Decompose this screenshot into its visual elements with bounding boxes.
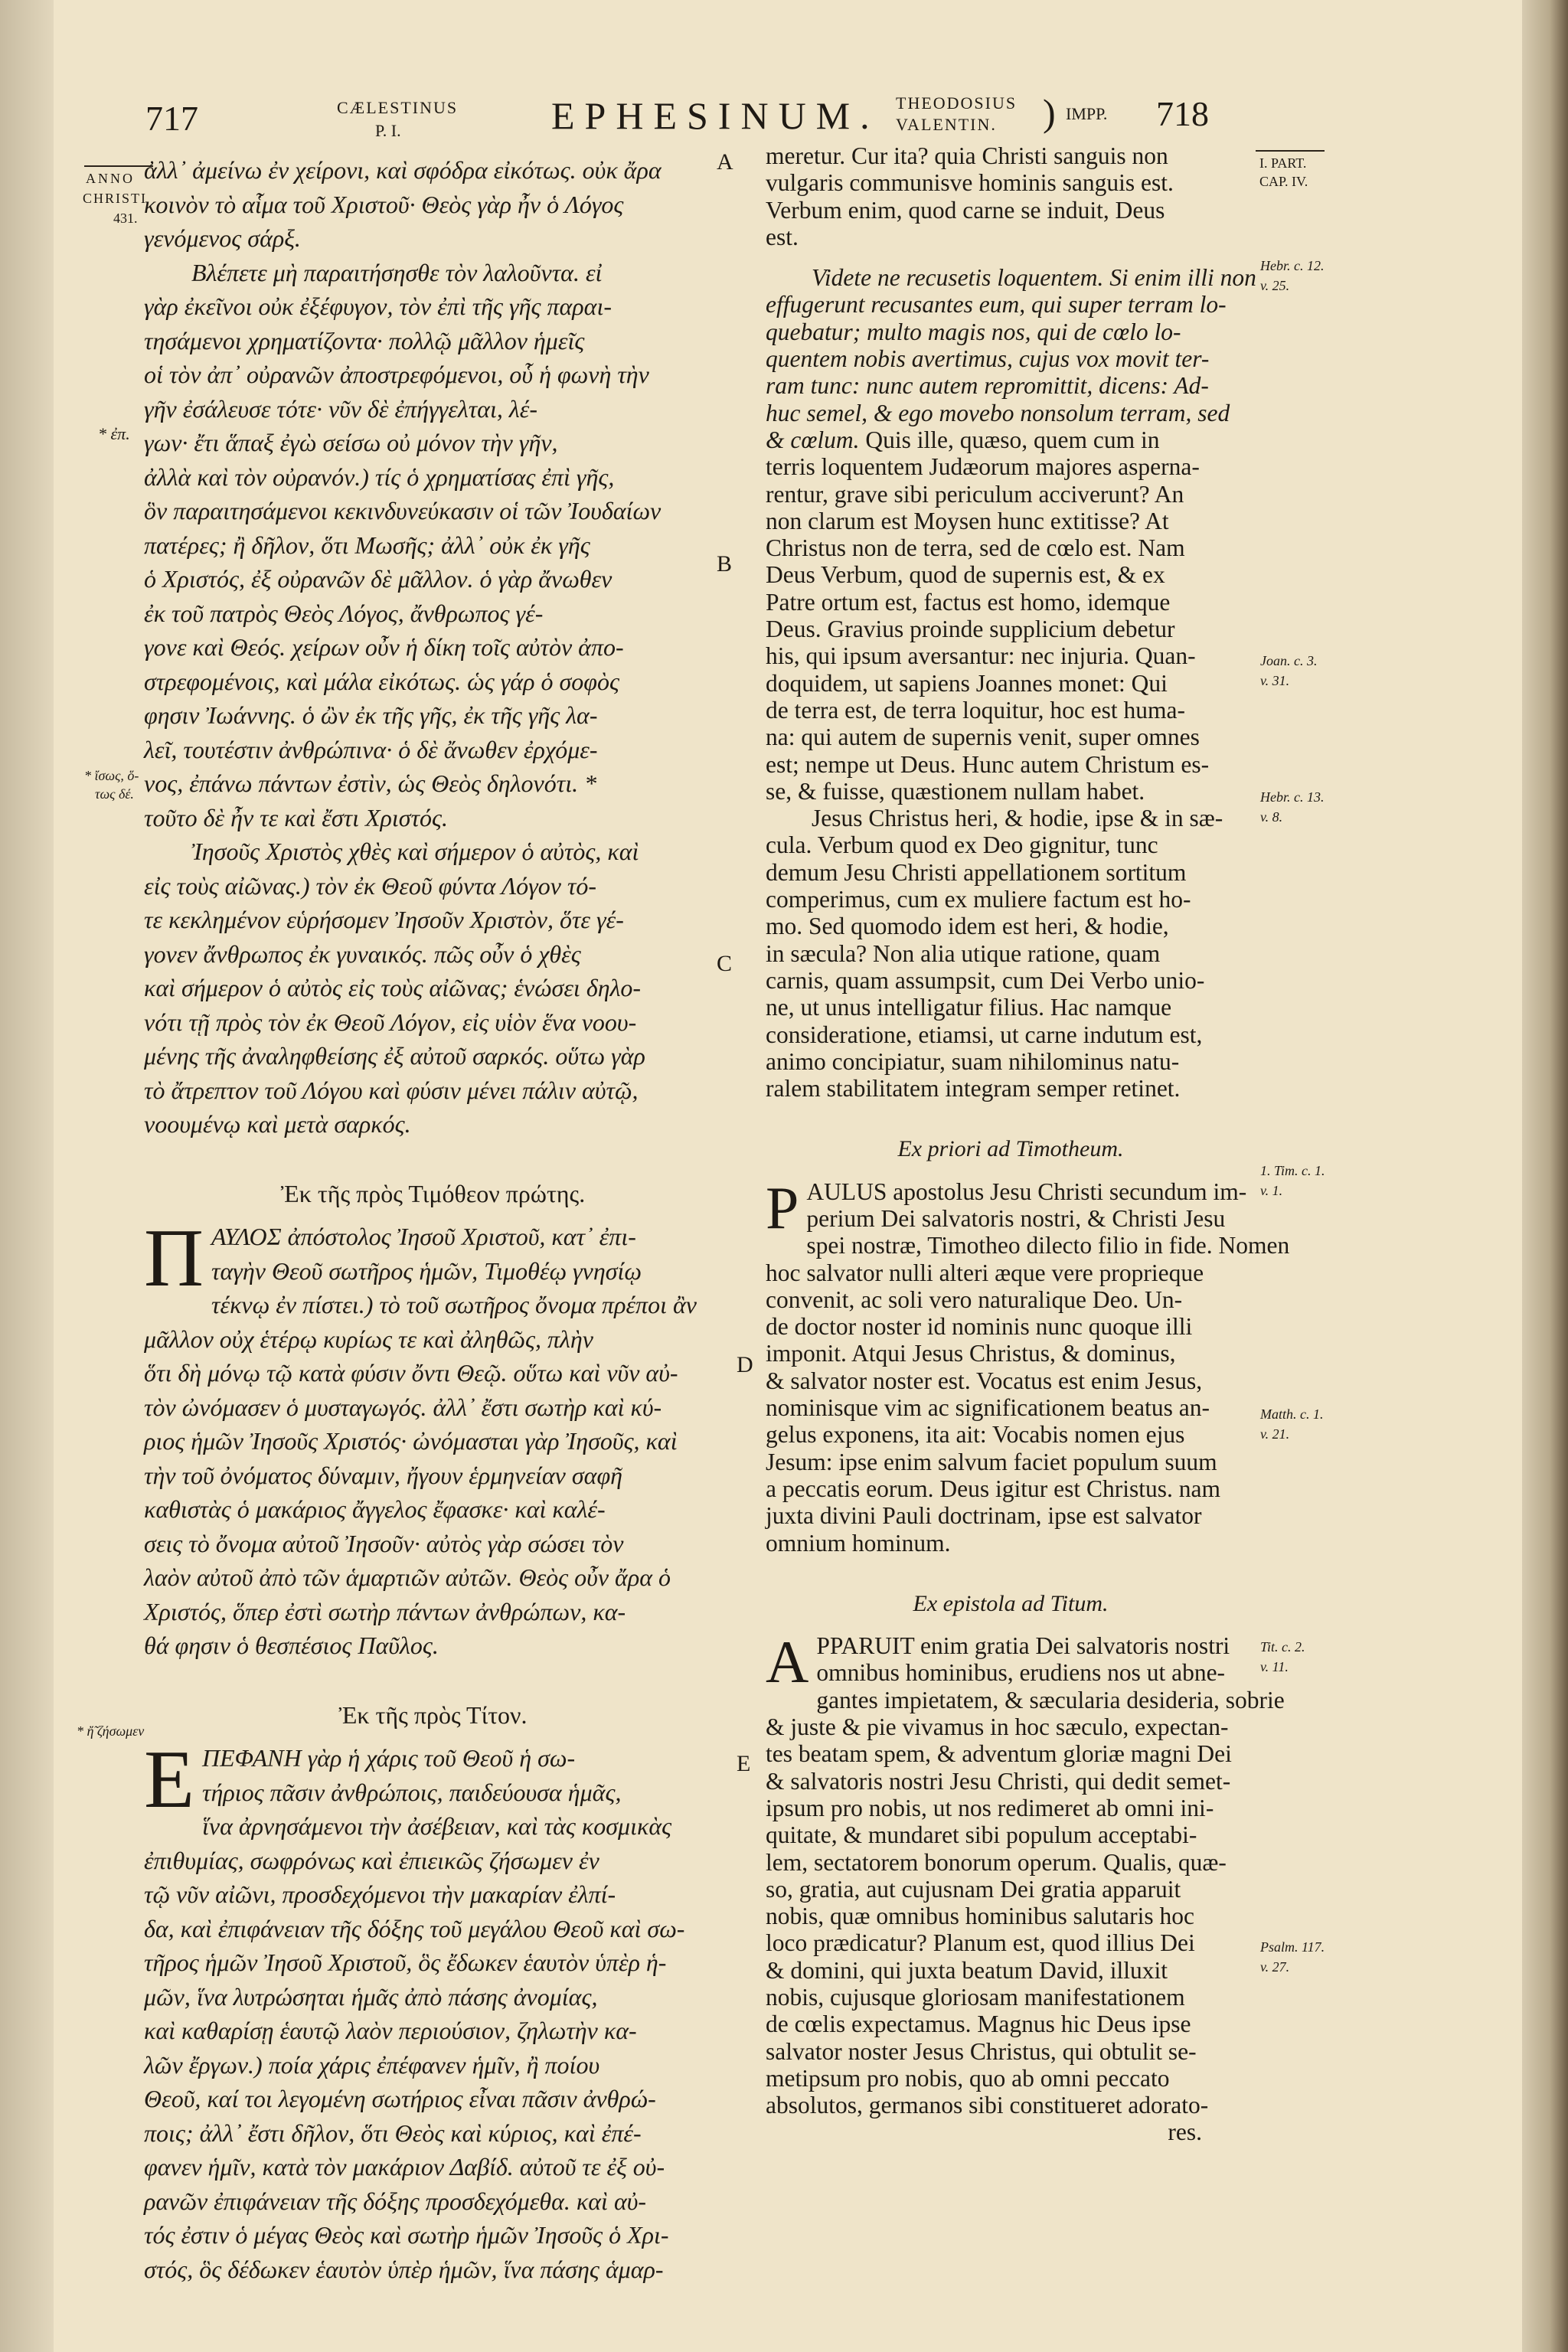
greek-block-5: Ε ΠΕΦΑΝΗ γὰρ ἡ χάρις τοῦ Θεοῦ ἡ σω- τήριος πᾶσιν ἀνθρώποις, παιδεύουσα ἡμᾶς, ἵνα ἀρνησάμενοι τὴν ἀσέβειαν, καὶ τὰς κοσμικὰς ἐπιθυμίας, σωφρόνως καὶ ἐπιεικῶς ζήσωμεν ἐν τῷ νῦν αἰῶνι, προσδεχόμενοι τὴν μακαρίαν ἐλπί- δα, καὶ ἐπιφάνειαν τῆς δόξης τοῦ μεγάλου Θεοῦ καὶ σω- τῆρος ἡμῶν Ἰησοῦ Χριστοῦ, ὃς ἔδωκεν ἑαυτὸν ὑπὲρ ἡ- μῶν, ἵνα λυτρώσηται ἡμᾶς ἀπὸ πάσης ἀνομίας, καὶ καθαρίσῃ ἑαυτῷ λαὸν περιούσιον, ζηλωτὴν κα- λῶν ἔργων.) ποία χάρις ἐπέφανεν ἡμῖν, ἢ ποίου Θεοῦ, καί τοι λεγομένη σωτήριος εἶναι πᾶσιν ἀνθρώ- ποις; ἀλλ᾽ ἔστι δῆλον, ὅτι Θεὸς καὶ κύριος, καὶ ἐπέ- φανεν ἡμῖν, κατὰ τὸν μακάριον Δαβίδ. αὐτοῦ τε ἐξ οὐ- ρανῶν ἐπιφάνειαν τῆς δόξης προσδεχόμεθα. καὶ αὐ- τός ἐστιν ὁ μέγας Θεὸς καὶ σωτὴρ ἡμῶν Ἰησοῦς ὁ Χρι- στός, ὃς δέδωκεν ἑαυτὸν ὑπὲρ ἡμῶν, ἵνα πάσης ἁμαρ-: [144, 1734, 685, 2283]
part-label: I. PART.: [1259, 155, 1307, 171]
emperor-brace: ): [1043, 91, 1056, 134]
latin-dropcap-a: A: [766, 1628, 809, 1696]
left-page-number: 717: [145, 99, 198, 138]
greek-dropcap-epsilon: Ε: [144, 1734, 194, 1825]
part-rule: [1256, 150, 1325, 152]
pope-name: CÆLESTINUS: [337, 98, 459, 117]
latin-heading-timothy: Ex priori ad Timotheum.: [897, 1136, 1124, 1162]
ref-tit-2-verse: v. 11.: [1260, 1659, 1289, 1674]
greek-block-3: Ἰησοῦς Χριστὸς χθὲς καὶ σήμερον ὁ αὐτὸς, καὶ εἰς τοὺς αἰῶνας.) τὸν ἐκ Θεοῦ φύντα Λόγον τό- τε κεκλημένον εὑρήσομεν Ἰησοῦν Χριστὸν, ὅτε γέ- γονεν ἄνθρωπος ἐκ γυναικός. πῶς οὖν ὁ χθὲς καὶ σήμερον ὁ αὐτὸς εἰς τοὺς αἰῶνας; ἑνώσει δηλο- νότι τῇ πρὸς τὸν ἐκ Θεοῦ Λόγον, εἰς υἱὸν ἕνα νοου- μένης τῆς ἀναληφθείσης ἐξ αὐτοῦ σαρκός. οὕτω γὰρ τὸ ἄτρεπτον τοῦ Λόγου καὶ φύσιν μένει πάλιν αὐτῷ, νοουμένῳ καὶ μετὰ σαρκός.: [144, 838, 645, 1138]
right-page-number: 718: [1156, 94, 1209, 133]
ref-tim-1-verse: v. 1.: [1260, 1183, 1283, 1198]
pope-number: P. I.: [375, 121, 401, 140]
running-title: EPHESINUM.: [551, 94, 880, 137]
latin-block-3: Jesus Christus heri, & hodie, ipse & in sæ- cula. Verbum quod ex Deo gignitur, tunc demum Jesu Christi appellationem sortitum comperimus, cum ex muliere factum est ho- mo. Sed quomodo idem est heri, & hodie, in sæcula? Non alia utique ratione, quam carnis, quam assumpsit, cum Dei Verbo unio- ne, ut unus intelligatur filius. Hac namque consideratione, etiamsi, ut carne indutum est, animo concipiatur, suam nihilominus natu- ralem stabilitatem integram semper retinet.: [766, 805, 1223, 1102]
section-letter-b: B: [717, 551, 733, 577]
book-page: [54, 0, 1568, 2352]
latin-dropcap-p: P: [766, 1174, 799, 1241]
anno-christi: CHRISTI: [83, 191, 148, 206]
anno-year: 431.: [113, 211, 138, 226]
greek-heading-titus: Ἐκ τῆς πρὸς Τίτον.: [338, 1700, 528, 1729]
greek-margin-note-4: * ἤ̃ ζήσωμεν: [77, 1723, 145, 1739]
ref-hebr-13-verse: v. 8.: [1260, 809, 1283, 825]
section-letter-e: E: [737, 1751, 751, 1776]
emperor-name-1: THEODOSIUS: [896, 93, 1018, 113]
latin-block-1: meretur. Cur ita? quia Christi sanguis non vulgaris communisve hominis sanguis est. Verbum enim, quod carne se induit, Deus est.: [766, 142, 1174, 250]
greek-margin-note-1: * ἐπ.: [98, 424, 130, 443]
chapter-label: CAP. IV.: [1259, 174, 1308, 189]
anno-rule: [84, 165, 153, 167]
book-binding: [1522, 0, 1568, 2352]
greek-block-2: Βλέπετε μὴ παραιτήσησθε τὸν λαλοῦντα. εἰ γὰρ ἐκεῖνοι οὐκ ἐξέφυγον, τὸν ἐπὶ τῆς γῆς παραι- τησάμενοι χρηματίζοντα· πολλῷ μᾶλλον ἡμεῖς οἱ τὸν ἀπ᾽ οὐρανῶν ἀποστρεφόμενοι, οὗ ἡ φωνὴ τὴν γῆν ἐσάλευσε τότε· νῦν δὲ ἐπήγγελται, λέ- γων· ἔτι ἅπαξ ἐγὼ σείσω οὐ μόνον τὴν γῆν, ἀλλὰ καὶ τὸν οὐρανόν.) τίς ὁ χρηματίσας ἐπὶ γῆς, ὃν παραιτησάμενοι κεκινδυνεύκασιν οἱ τῶν Ἰουδαίων πατέρες; ἢ δῆλον, ὅτι Μωσῆς; ἀλλ᾽ οὐκ ἐκ γῆς ὁ Χριστός, ἐξ οὐρανῶν δὲ μᾶλλον. ὁ γὰρ ἄνωθεν ἐκ τοῦ πατρὸς Θεὸς Λόγος, ἄνθρωπος γέ- γονε καὶ Θεός. χείρων οὖν ἡ δίκη τοῖς αὐτὸν ἀπο- στρεφομένοις, καὶ μάλα εἰκότως. ὡς γάρ ὁ σοφὸς φησιν Ἰωάννης. ὁ ὢν ἐκ τῆς γῆς, ἐκ τῆς γῆς λα- λεῖ, τουτέστιν ἀνθρώπινα· ὁ δὲ ἄνωθεν ἐρχόμε- νος, ἐπάνω πάντων ἐστὶν, ὡς Θεὸς δηλονότι. * τοῦτο δὲ ἦν τε καὶ ἔστι Χριστός.: [144, 258, 662, 831]
greek-block-1: ἀλλ᾽ ἀμείνω ἐν χείρονι, καὶ σφόδρα εἰκότως. οὐκ ἄρα κοινὸν τὸ αἷμα τοῦ Χριστοῦ· Θεὸς γὰρ ἦν ὁ Λόγος γενόμενος σάρξ.: [144, 156, 662, 252]
latin-block-4: P AULUS apostolus Jesu Christi secundum im- perium Dei salvatoris nostri, & Christi Jesu spei nostræ, Timotheo dilecto filio in fide. Nomen hoc salvator nulli alteri æque vere proprieque convenit, ac soli vero naturalique Deo. Un- de doctor noster id nominis nunc quoque illi imponit. Atqui Jesus Christus, & dominus, & salvator noster est. Vocatus est enim Jesus, nominisque vim ac significationem beatus an- gelus exponens, ita ait: Vocabis nomen ejus Jesum: ipse enim salvum faciet populum suum a peccatis eorum. Deus igitur est Christus. nam juxta divini Pauli doctrinam, ipse est salvator omnium hominum.: [766, 1174, 1290, 1557]
greek-margin-note-3: τως δέ.: [95, 786, 134, 802]
section-letter-c: C: [717, 951, 733, 976]
ref-matth-1-verse: v. 21.: [1260, 1426, 1290, 1442]
ref-hebr-13: Hebr. c. 13.: [1260, 789, 1325, 805]
greek-dropcap-pi: Π: [144, 1213, 204, 1304]
latin-block-5: A PPARUIT enim gratia Dei salvatoris nostri omnibus hominibus, erudiens nos ut abne- gantes impietatem, & sæcularia desideria, sobrie & juste & pie vivamus in hoc sæculo, expectan- tes beatam spem, & adventum gloriæ magni Dei & salvatoris nostri Jesu Christi, qui dedit semet- ipsum pro nobis, ut nos redimeret ab omni ini- quitate, & mundaret sibi populum acceptabi- lem, sectatorem bonorum operum. Qualis, quæ- so, gratia, aut cujusnam Dei gratia apparuit nobis, quæ omnibus hominibus salutaris hoc loco prædicatur? Planum est, quod illius Dei & domini, qui juxta beatum David, illuxit nobis, cujusque gloriosam manifestationem de cœlis expectamus. Magnus hic Deus ipse salvator noster Jesus Christus, qui obtulit se- metipsum pro nobis, quo ab omni peccato absolutos, germanos sibi constitueret adorato- res.: [766, 1628, 1285, 2146]
ref-matth-1: Matth. c. 1.: [1260, 1406, 1324, 1422]
latin-heading-titus: Ex epistola ad Titum.: [913, 1590, 1109, 1616]
emperor-name-2: VALENTIN.: [896, 115, 997, 134]
anno-label: ANNO: [86, 171, 135, 186]
section-letter-d: D: [737, 1352, 753, 1377]
latin-block-2: Videte ne recusetis loquentem. Si enim illi non effugerunt recusantes eum, qui super terram lo- quebatur; multo magis nos, qui de cœlo lo- quentem nobis avertimus, cujus vox movit ter- ram tunc: nunc autem repromittit, dicens: Ad- huc semel, & ego movebo nonsolum terram, sed & cœlum. Quis ille, quæso, quem cum in terris loquentem Judæorum majores asperna- rentur, grave sibi periculum acciverunt? An non clarum est Moysen hunc extitisse? At Christus non de terra, sed de cœlo est. Nam Deus Verbum, quod de supernis est, & ex Patre ortum est, factus est homo, idemque Deus. Gravius proinde supplicium debetur his, qui ipsum aversantur: nec injuria. Quan- doquidem, ut sapiens Joannes monet: Qui de terra est, de terra loquitur, hoc est huma- na: qui autem de supernis venit, super omnes est; nempe ut Deus. Hunc autem Christum es- se, & fuisse, quæstionem nullam habet.: [766, 264, 1256, 805]
ref-psalm-117: Psalm. 117.: [1260, 1939, 1325, 1955]
greek-margin-note-2: * ἴσως, ὅ-: [84, 768, 139, 783]
emperor-title: IMPP.: [1066, 104, 1108, 123]
book-edge: [0, 0, 54, 2352]
ref-joan-3-verse: v. 31.: [1260, 673, 1290, 688]
ref-psalm-117-verse: v. 27.: [1260, 1959, 1290, 1975]
ref-hebr-12-verse: v. 25.: [1260, 278, 1290, 293]
greek-block-4: Π ΑΥΛΟΣ ἀπόστολος Ἰησοῦ Χριστοῦ, κατ᾽ ἐπι- ταγὴν Θεοῦ σωτῆρος ἡμῶν, Τιμοθέῳ γνησίῳ τέκνῳ ἐν πίστει.) τὸ τοῦ σωτῆρος ὄνομα πρέποι ἂν μᾶλλον οὐχ ἑτέρῳ κυρίως τε καὶ ἀληθῶς, πλὴν ὅτι δὴ μόνῳ τῷ κατὰ φύσιν ὄντι Θεῷ. οὕτω καὶ νῦν αὐ- τὸν ὠνόμασεν ὁ μυσταγωγός. ἀλλ᾽ ἔστι σωτὴρ καὶ κύ- ριος ἡμῶν Ἰησοῦς Χριστός· ὠνόμασται γὰρ Ἰησοῦς, καὶ τὴν τοῦ ὀνόματος δύναμιν, ἤγουν ἑρμηνείαν σαφῆ καθιστὰς ὁ μακάριος ἄγγελος ἔφασκε· καὶ καλέ- σεις τὸ ὄνομα αὐτοῦ Ἰησοῦν· αὐτὸς γὰρ σώσει τὸν λαὸν αὐτοῦ ἀπὸ τῶν ἁμαρτιῶν αὐτῶν. Θεὸς οὖν ἄρα ὁ Χριστός, ὅπερ ἐστὶ σωτὴρ πάντων ἀνθρώπων, κα- θά φησιν ὁ θεσπέσιος Παῦλος.: [144, 1213, 697, 1659]
ref-hebr-12: Hebr. c. 12.: [1260, 258, 1325, 273]
ref-joan-3: Joan. c. 3.: [1260, 653, 1318, 668]
section-letter-a: A: [717, 149, 733, 175]
ref-tim-1: 1. Tim. c. 1.: [1260, 1163, 1325, 1178]
greek-column: [144, 153, 722, 2286]
ref-tit-2: Tit. c. 2.: [1260, 1639, 1305, 1655]
greek-heading-timothy: Ἐκ τῆς πρὸς Τιμόθεον πρώτης.: [280, 1179, 586, 1207]
